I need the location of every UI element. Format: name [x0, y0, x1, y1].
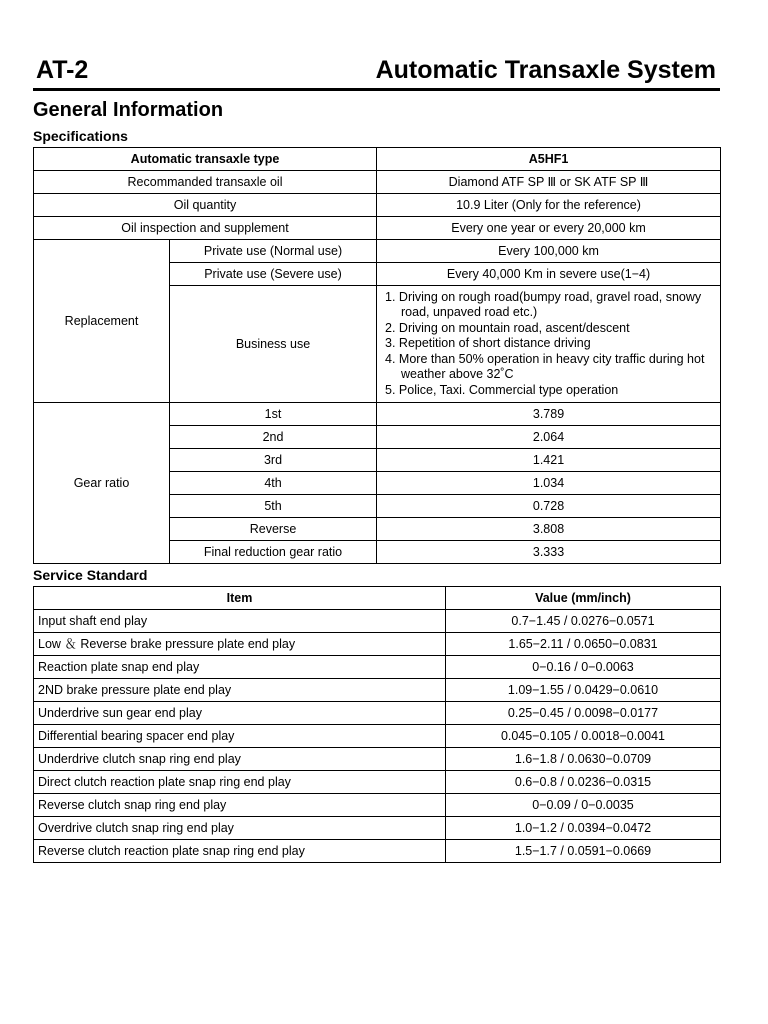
page-header — [33, 56, 720, 91]
list-item: 3. Repetition of short distance driving — [385, 336, 591, 351]
business-use-list — [381, 287, 716, 402]
replacement-label: Replacement — [34, 240, 170, 403]
page-code: AT-2 — [36, 56, 89, 84]
svc-value: 1.6−1.8 / 0.0630−0.0709 — [446, 748, 721, 771]
spec-label: Private use (Severe use) — [170, 263, 377, 286]
svc-value: 1.09−1.55 / 0.0429−0.0610 — [446, 679, 721, 702]
gear-value: 3.789 — [377, 403, 721, 426]
gear-label: Reverse — [170, 518, 377, 541]
gear-label: 1st — [170, 403, 377, 426]
table-row — [34, 194, 721, 217]
svc-value: 1.0−1.2 / 0.0394−0.0472 — [446, 817, 721, 840]
spec-value: 10.9 Liter (Only for the reference) — [377, 194, 721, 217]
spec-value: Every 40,000 Km in severe use(1−4) — [377, 263, 721, 286]
svc-value: 0.6−0.8 / 0.0236−0.0315 — [446, 771, 721, 794]
gear-ratio-label: Gear ratio — [34, 403, 170, 564]
table-row — [34, 794, 721, 817]
svc-item: Reverse clutch reaction plate snap ring end play — [34, 840, 446, 863]
spec-label: Oil inspection and supplement — [34, 217, 377, 240]
svc-item: Underdrive clutch snap ring end play — [34, 748, 446, 771]
svc-value: 0.7−1.45 / 0.0276−0.0571 — [446, 610, 721, 633]
gear-label: 2nd — [170, 426, 377, 449]
spec-label: Oil quantity — [34, 194, 377, 217]
svc-col1-header: Item — [34, 587, 446, 610]
svc-item: Differential bearing spacer end play — [34, 725, 446, 748]
svc-item: Overdrive clutch snap ring end play — [34, 817, 446, 840]
gear-value: 0.728 — [377, 495, 721, 518]
table-row — [34, 403, 721, 426]
table-row — [34, 771, 721, 794]
gear-value: 2.064 — [377, 426, 721, 449]
section-title: General Information — [33, 99, 224, 121]
svc-item: Underdrive sun gear end play — [34, 702, 446, 725]
table-header-row — [34, 587, 721, 610]
svc-value: 0.045−0.105 / 0.0018−0.0041 — [446, 725, 721, 748]
list-item: 1. Driving on rough road(bumpy road, gravel road, snowy road, unpaved road etc.) — [385, 289, 702, 320]
svc-item: Reverse clutch snap ring end play — [34, 794, 446, 817]
gear-label: 5th — [170, 495, 377, 518]
table-row — [34, 217, 721, 240]
spec-label: Business use — [170, 286, 377, 403]
service-standard-table — [33, 586, 721, 863]
table-row — [34, 840, 721, 863]
table-header-row — [34, 148, 721, 171]
gear-value: 1.421 — [377, 449, 721, 472]
svc-value: 1.5−1.7 / 0.0591−0.0669 — [446, 840, 721, 863]
table-row — [34, 171, 721, 194]
table-row — [34, 656, 721, 679]
list-item: 4. More than 50% operation in heavy city traffic during hot weather above 32˚C — [385, 351, 705, 382]
gear-label: Final reduction gear ratio — [170, 541, 377, 564]
page-title: Automatic Transaxle System — [375, 56, 716, 84]
svc-item: Low ＆ Reverse brake pressure plate end play — [34, 633, 446, 656]
table-row — [34, 702, 721, 725]
spec-col2-header: A5HF1 — [377, 148, 721, 171]
svc-col2-header: Value (mm/inch) — [446, 587, 721, 610]
table-row — [34, 748, 721, 771]
svc-value: 0.25−0.45 / 0.0098−0.0177 — [446, 702, 721, 725]
svc-value: 0−0.09 / 0−0.0035 — [446, 794, 721, 817]
specifications-table — [33, 147, 721, 564]
spec-label: Recommanded transaxle oil — [34, 171, 377, 194]
gear-label: 4th — [170, 472, 377, 495]
gear-label: 3rd — [170, 449, 377, 472]
table-row — [34, 240, 721, 263]
list-item: 5. Police, Taxi. Commercial type operation — [385, 382, 619, 397]
svc-item: Direct clutch reaction plate snap ring end play — [34, 771, 446, 794]
table-row — [34, 633, 721, 656]
svc-value: 1.65−2.11 / 0.0650−0.0831 — [446, 633, 721, 656]
table-row — [34, 679, 721, 702]
svc-item: Reaction plate snap end play — [34, 656, 446, 679]
table-row — [34, 817, 721, 840]
svc-value: 0−0.16 / 0−0.0063 — [446, 656, 721, 679]
table-row — [34, 610, 721, 633]
gear-value: 1.034 — [377, 472, 721, 495]
svc-item: 2ND brake pressure plate end play — [34, 679, 446, 702]
list-item: 2. Driving on mountain road, ascent/descent — [385, 320, 630, 335]
spec-value: Every 100,000 km — [377, 240, 721, 263]
gear-value: 3.333 — [377, 541, 721, 564]
specifications-title: Specifications — [33, 128, 128, 144]
gear-value: 3.808 — [377, 518, 721, 541]
table-row — [34, 725, 721, 748]
spec-label: Private use (Normal use) — [170, 240, 377, 263]
service-standard-title: Service Standard — [33, 567, 148, 583]
spec-value: Every one year or every 20,000 km — [377, 217, 721, 240]
spec-value: Diamond ATF SP Ⅲ or SK ATF SP Ⅲ — [377, 171, 721, 194]
svc-item: Input shaft end play — [34, 610, 446, 633]
spec-col1-header: Automatic transaxle type — [34, 148, 377, 171]
business-use-list-cell — [377, 286, 721, 403]
